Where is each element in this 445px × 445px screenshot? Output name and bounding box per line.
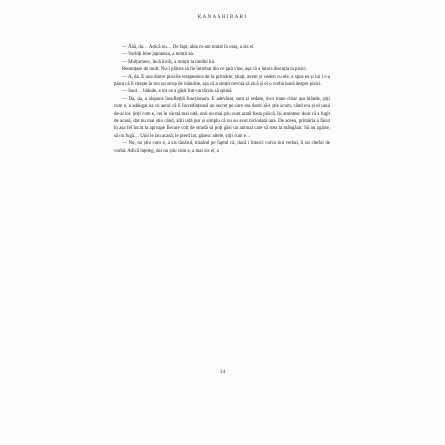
paragraph: Renunțase de mult. Nu-i plăcea să fie întrebat din ce țară vine, așa că a întors discuția la pisici. xyxy=(122,67,307,73)
running-head: KANASHIBARI xyxy=(197,15,248,20)
body-text xyxy=(114,44,330,155)
paragraph: — Nu, nu știu cum e, a zis tânărul, mizând pe faptul că, dacă i întorci cuiva tiul verbal, îi tai cheful de vorbă. Adică înțeleg, dar nu știu cum e, a mai zis el, a xyxy=(114,141,330,154)
page-number: 14 xyxy=(219,369,226,375)
paragraph: — Sunt… blânde, e tot ce a găsit într-un târziu să spună. xyxy=(122,89,233,95)
paragraph: — A, da. E una dintre pisicile terapeutice de la primărie, știați, avem și vederi cu ele, a spus ea și lui i s-a părut că îl citește în ton un strop de mândrie, așa că a simțit nevoia să zică și el o vorbă bună despre pisici. xyxy=(114,74,330,88)
paragraph: — Mulțumesc, încă învăț, a mințit la rândul lui. xyxy=(122,59,216,65)
paragraph: — Da, da, a răspuns însuflețită funcționara. E adevărat, sunt și sedate, nu-s toate chiar așa blânde, știți cum e, a adăugat ea cu aerul că îi încredințează un secret pe care era dator să-l știe acum, când era și el unul de-ai lor. Știți cum e, cei în vârstă mai uită, unii nu mai știu cum arată fosta pisică, își amintesc doar că a fugit de acasă, dar nu mai știu când, altii uită pur și simplu că nu au avut niciodată una. De aceea, primăria a făcut în așa fel încât la aproape fiecare colț de stradă să poți găsi un animal care să stea la mângâiat. Să nu zgârie, să nu fugă… Unii le iau acasă, le pierd iar, găsesc altele, știți cum e… xyxy=(114,96,330,139)
paragraph: — Vorbiți bine japoneza, a mințit ea. xyxy=(122,52,195,58)
paragraph: — Ăăă, da… Adică nu… De fapt, abia m-am mutat în oraș, a zis el. xyxy=(122,45,255,50)
